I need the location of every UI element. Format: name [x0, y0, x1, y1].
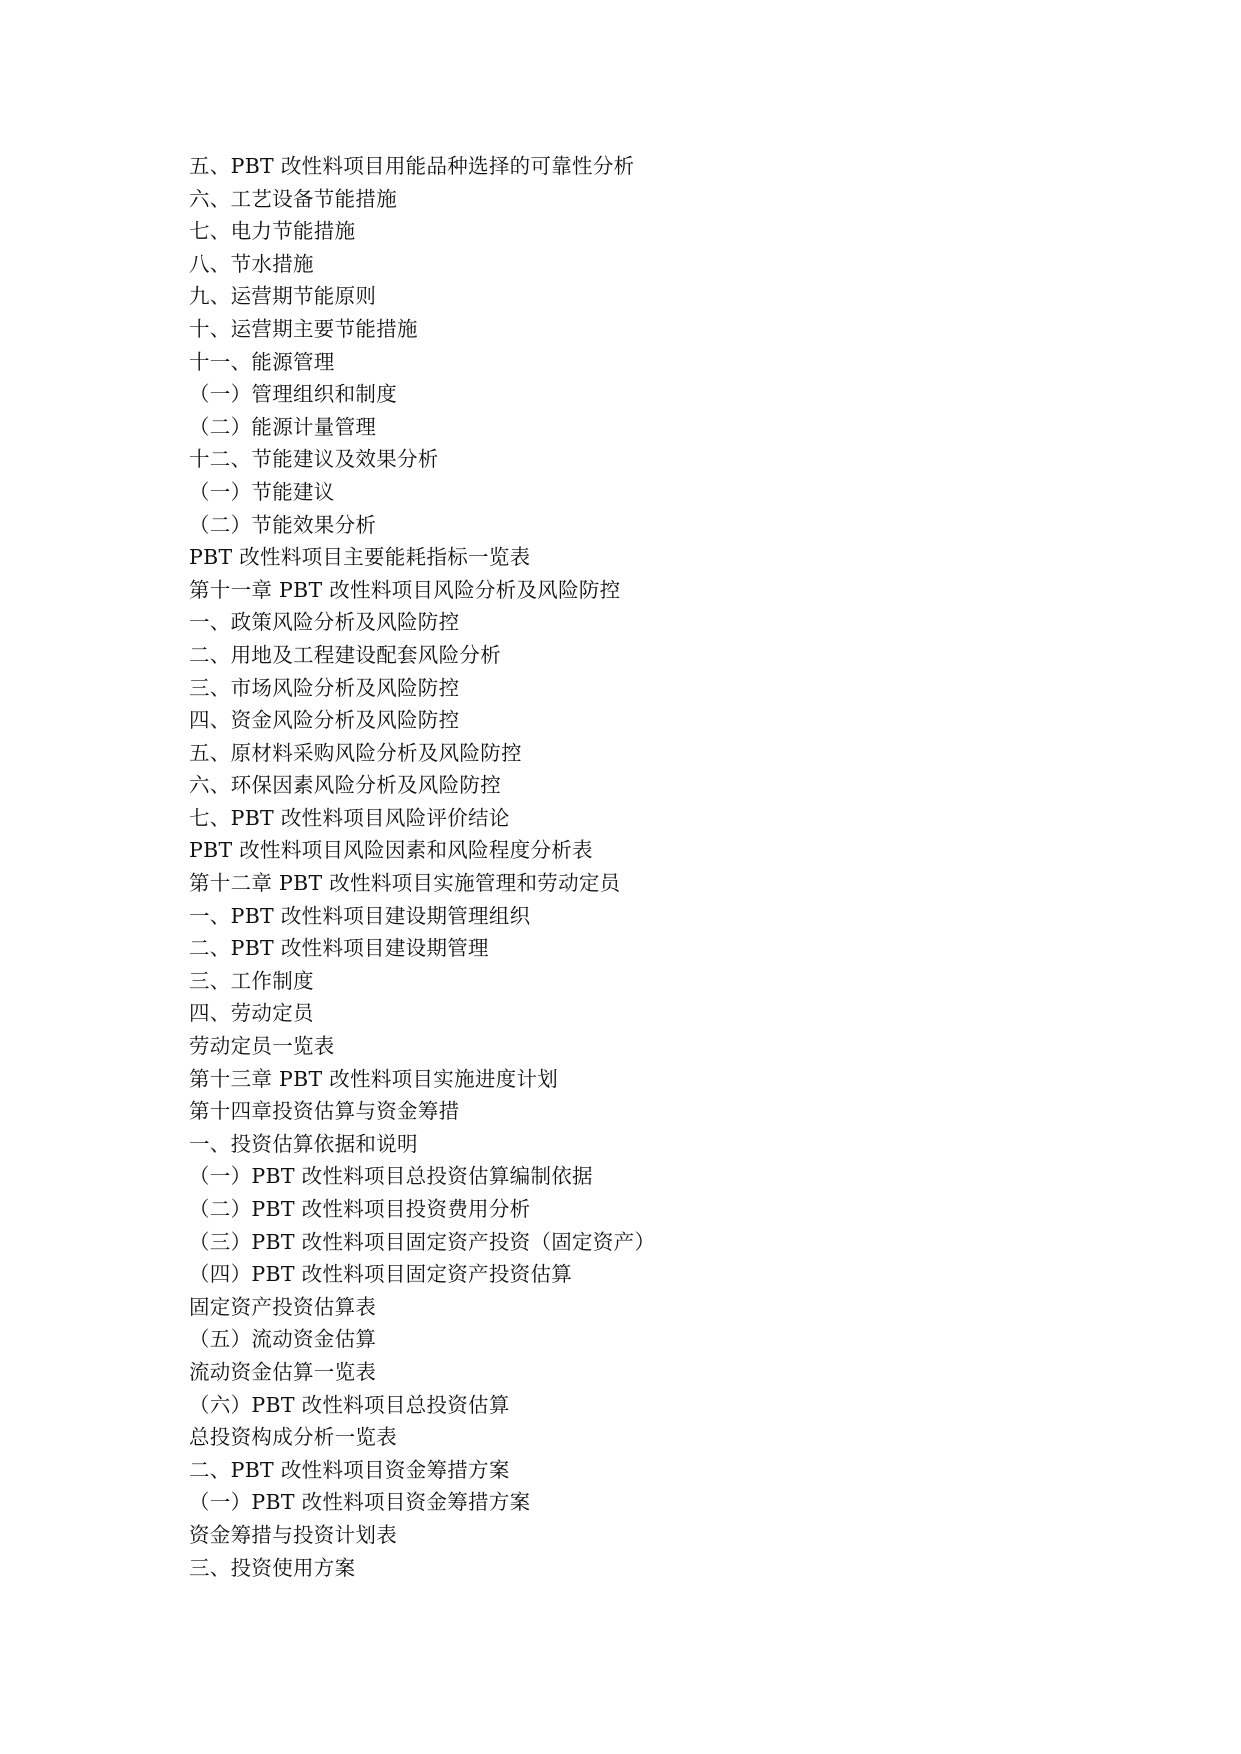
- toc-item: 八、节水措施: [189, 251, 314, 276]
- toc-item: 四、劳动定员: [189, 1001, 314, 1026]
- toc-item: 六、环保因素风险分析及风险防控: [189, 773, 501, 798]
- toc-item: 二、PBT 改性料项目建设期管理: [189, 936, 489, 961]
- table-of-contents: [189, 150, 1089, 1584]
- toc-item: 三、投资使用方案: [189, 1555, 356, 1580]
- toc-item: 三、工作制度: [189, 968, 314, 993]
- toc-item: 固定资产投资估算表: [189, 1294, 377, 1319]
- toc-item: 劳动定员一览表: [189, 1034, 335, 1059]
- toc-item: PBT 改性料项目主要能耗指标一览表: [189, 545, 531, 570]
- toc-chapter-heading: 第十四章投资估算与资金筹措: [189, 1099, 460, 1124]
- toc-item: 四、资金风险分析及风险防控: [189, 708, 460, 733]
- toc-item: 一、政策风险分析及风险防控: [189, 610, 460, 635]
- toc-item: 七、PBT 改性料项目风险评价结论: [189, 805, 510, 830]
- toc-chapter-heading: 第十三章 PBT 改性料项目实施进度计划: [189, 1066, 559, 1091]
- toc-item: 五、PBT 改性料项目用能品种选择的可靠性分析: [189, 154, 635, 178]
- toc-item: （六）PBT 改性料项目总投资估算: [189, 1392, 510, 1417]
- toc-item: 二、PBT 改性料项目资金筹措方案: [189, 1457, 510, 1482]
- toc-item: （三）PBT 改性料项目固定资产投资（固定资产）: [189, 1229, 656, 1254]
- toc-item: 十、运营期主要节能措施: [189, 316, 418, 341]
- toc-item: 一、投资估算依据和说明: [189, 1131, 418, 1156]
- toc-item: 十一、能源管理: [189, 349, 335, 374]
- toc-item: （一）PBT 改性料项目总投资估算编制依据: [189, 1164, 593, 1189]
- toc-item: （一）PBT 改性料项目资金筹措方案: [189, 1490, 531, 1515]
- toc-item: 总投资构成分析一览表: [189, 1425, 397, 1450]
- toc-item: （一）节能建议: [189, 479, 335, 504]
- toc-item: （二）节能效果分析: [189, 512, 377, 537]
- toc-item: （二）PBT 改性料项目投资费用分析: [189, 1197, 531, 1221]
- toc-item: （五）流动资金估算: [189, 1327, 377, 1352]
- toc-item: 一、PBT 改性料项目建设期管理组织: [189, 903, 531, 928]
- toc-item: 二、用地及工程建设配套风险分析: [189, 642, 501, 667]
- toc-item: 十二、节能建议及效果分析: [189, 447, 439, 472]
- toc-item: 九、运营期节能原则: [189, 284, 377, 309]
- toc-item: （二）能源计量管理: [189, 414, 377, 439]
- toc-item: 流动资金估算一览表: [189, 1359, 377, 1384]
- toc-item: 三、市场风险分析及风险防控: [189, 675, 460, 700]
- toc-chapter-heading: 第十一章 PBT 改性料项目风险分析及风险防控: [189, 577, 621, 602]
- toc-chapter-heading: 第十二章 PBT 改性料项目实施管理和劳动定员: [189, 871, 621, 896]
- toc-item: PBT 改性料项目风险因素和风险程度分析表: [189, 838, 593, 863]
- toc-item: 五、原材料采购风险分析及风险防控: [189, 740, 522, 765]
- toc-item: 七、电力节能措施: [189, 219, 356, 244]
- toc-item: 资金筹措与投资计划表: [189, 1522, 397, 1547]
- toc-item: （一）管理组织和制度: [189, 382, 397, 407]
- toc-item: 六、工艺设备节能措施: [189, 186, 397, 211]
- toc-item: （四）PBT 改性料项目固定资产投资估算: [189, 1262, 573, 1287]
